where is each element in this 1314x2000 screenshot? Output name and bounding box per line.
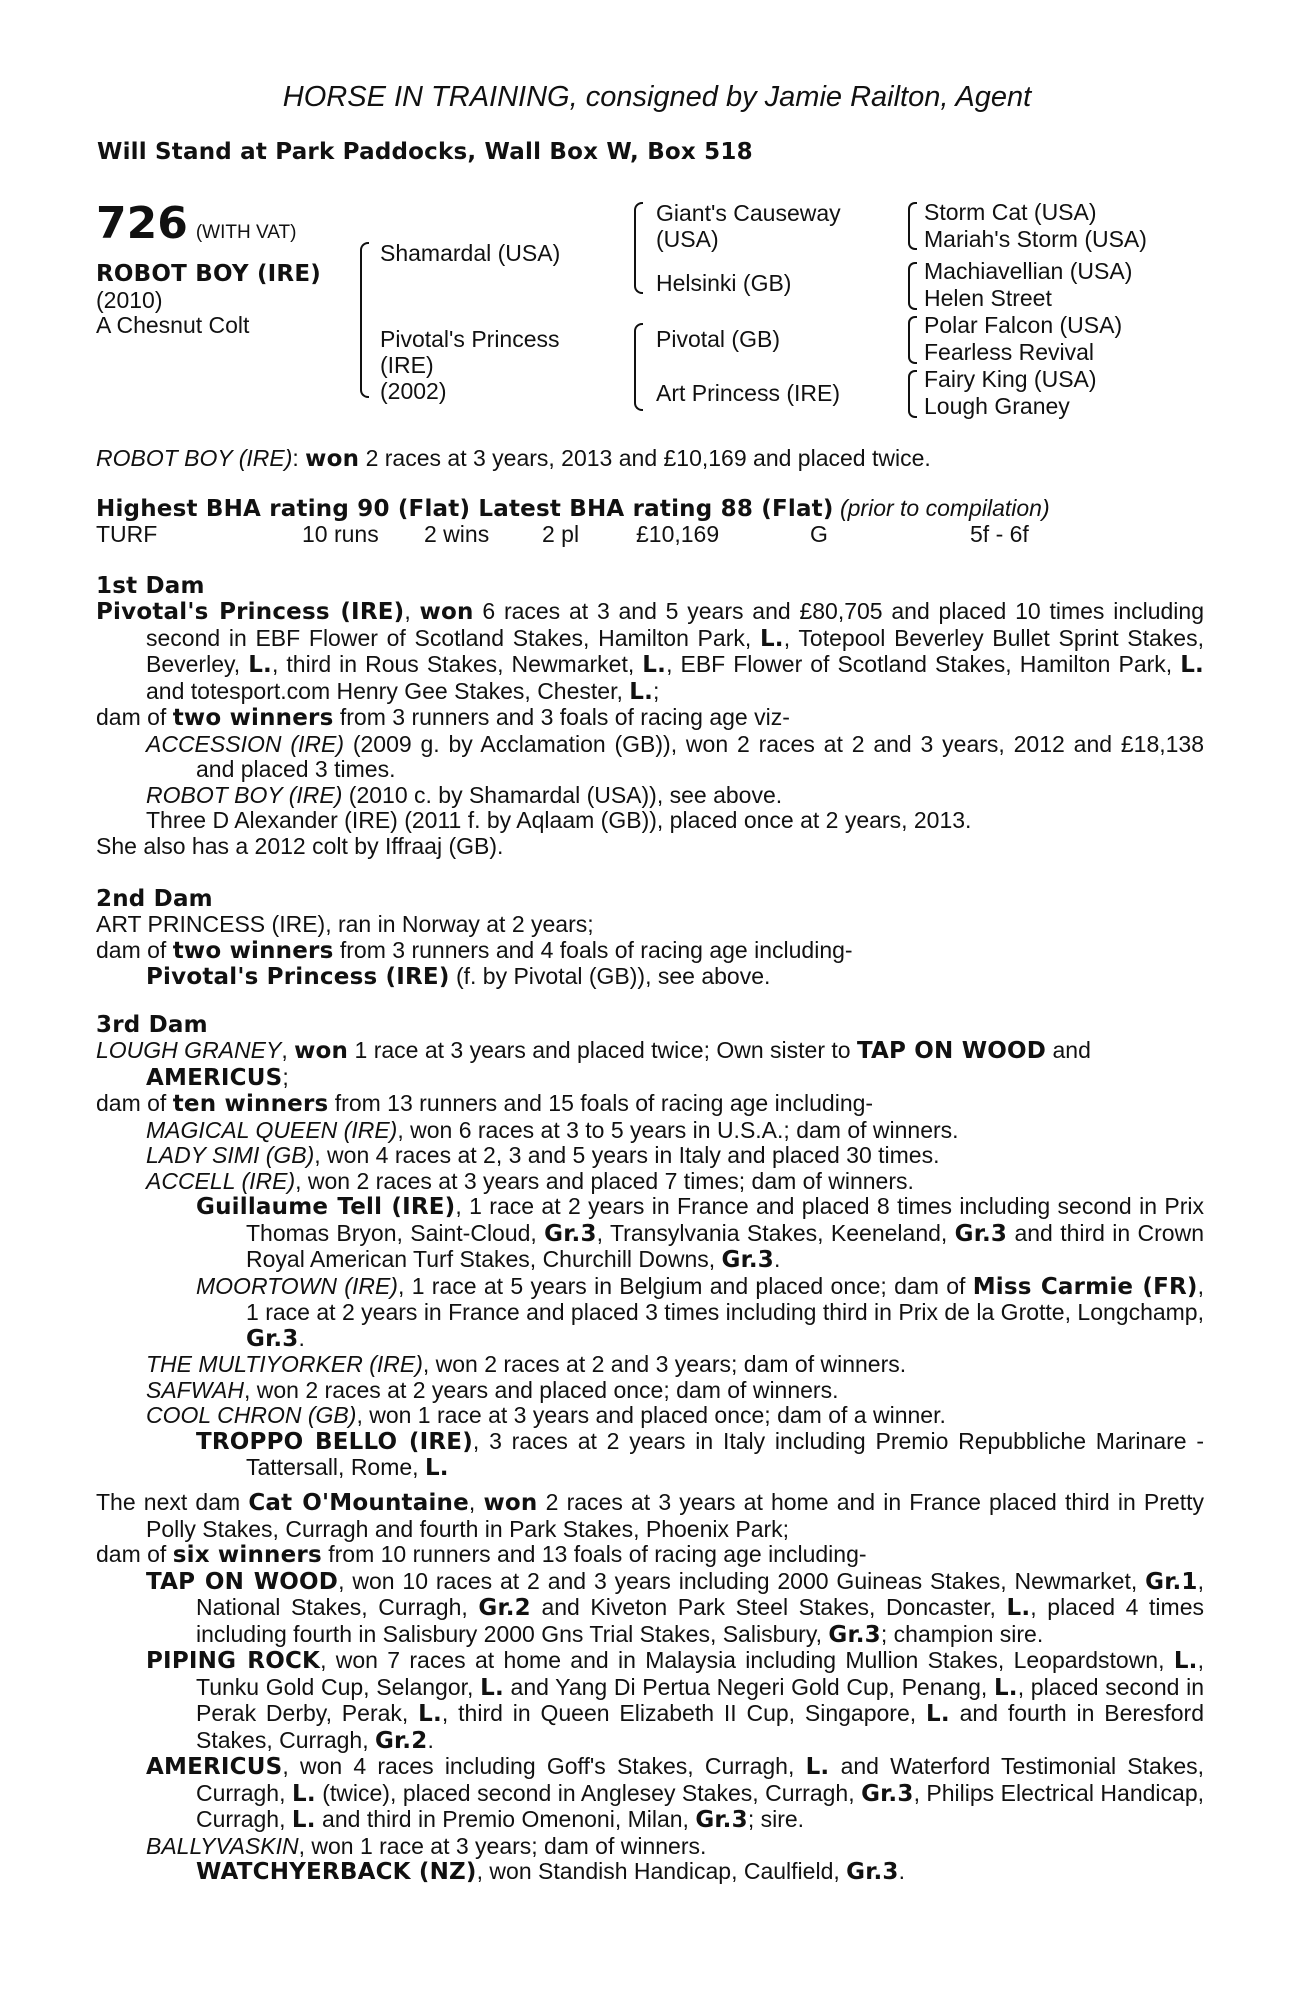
second-dam-heading: 2nd Dam — [96, 886, 213, 912]
first-dam-also: She also has a 2012 colt by Iffraaj (GB). — [96, 832, 504, 859]
record-text: , — [468, 1489, 484, 1515]
produce-name: TROPPO BELLO (IRE) — [196, 1428, 473, 1455]
pedigree-ssd: Mariah's Storm (USA) — [924, 226, 1147, 252]
produce-guillaume-tell — [96, 1194, 1204, 1274]
group-label: Gr.2 — [374, 1727, 428, 1754]
produce-watchyerback — [96, 1859, 1204, 1886]
pedigree-ss-country: (USA) — [656, 226, 719, 252]
produce-text: from 10 runners and 13 foals of racing age including- — [321, 1541, 867, 1567]
horse-name: ROBOT BOY (IRE) — [96, 261, 321, 287]
produce-text: , Philips Electrical Handicap, Curragh, — [196, 1779, 1205, 1832]
produce-text: from 13 runners and 15 foals of racing age including- — [328, 1090, 874, 1116]
first-dam-name: Pivotal's Princess (IRE) — [96, 599, 405, 625]
lot-block — [96, 200, 321, 339]
produce-name: MOORTOWN (IRE) — [196, 1272, 398, 1299]
group-label: Gr.3 — [544, 1220, 597, 1247]
produce-the-multiyorker — [96, 1352, 1204, 1378]
pedigree-brace — [908, 316, 917, 364]
pedigree-dam-year: (2002) — [380, 378, 447, 404]
listed-label: L. — [418, 1701, 442, 1727]
produce-text: (f. by Pivotal (GB)), see above. — [449, 963, 771, 989]
pedigree-dam — [380, 326, 560, 404]
lot-number: 726 — [96, 198, 188, 249]
produce-text: , won 1 race at 3 years; dam of winners. — [298, 1832, 707, 1859]
listed-label: L. — [291, 1780, 316, 1807]
produce-text: , Tunku Gold Cup, Selangor, — [196, 1647, 1204, 1700]
produce-text: , placed 4 times including fourth in Salisbury 2000 Gns Trial Stakes, Salisbury, — [196, 1594, 1204, 1647]
record-text: ; — [282, 1063, 289, 1090]
second-dam-produce-summary — [96, 938, 1204, 965]
produce-lady-simi — [96, 1143, 1204, 1169]
turf-distance: 5f - 6f — [970, 521, 1029, 547]
produce-name: SAFWAH — [146, 1376, 244, 1403]
listed-label: L. — [926, 1701, 950, 1727]
produce-name: TAP ON WOOD — [146, 1568, 339, 1595]
produce-text: , 1 race at 2 years in France and placed 8 times including second in Prix Thomas Bryon, Saint-Cloud, — [246, 1193, 1204, 1246]
foaled-year: (2010) — [96, 286, 163, 313]
produce-text: , National Stakes, Curragh, — [196, 1567, 1204, 1620]
pedigree-ss-name: Giant's Causeway — [656, 200, 841, 226]
produce-text: and Waterford Testimonial Stakes, Curragh, — [196, 1753, 1205, 1806]
record-text: , third in Rous Stakes, Newmarket, — [272, 651, 643, 677]
produce-tap-on-wood — [96, 1569, 1204, 1649]
won-label: won — [419, 599, 474, 625]
listed-label: L. — [1180, 652, 1204, 678]
produce-text: , won 4 races at 2, 3 and 5 years in Italy and placed 30 times. — [314, 1142, 940, 1168]
produce-text: and Kiveton Park Steel Stakes, Doncaster, — [530, 1594, 1007, 1620]
produce-name: COOL CHRON (GB) — [146, 1402, 357, 1428]
produce-accession — [96, 732, 1204, 783]
pedigree-brace — [908, 262, 917, 310]
produce-name: BALLYVASKIN — [146, 1832, 299, 1859]
produce-piping-rock — [96, 1648, 1204, 1754]
pedigree-sire-sire — [656, 200, 841, 252]
group-label: Gr.1 — [1145, 1568, 1198, 1595]
produce-text: , won Standish Handicap, Caulfield, — [476, 1858, 847, 1884]
listed-label: L. — [1006, 1595, 1031, 1621]
third-dam-record: LOUGH GRANEY, won 1 race at 3 years and placed twice; Own sister to TAP ON WOOD and AMERICUS; — [96, 1037, 1091, 1091]
pedigree-sss: Storm Cat (USA) — [924, 199, 1097, 225]
produce-name: ACCESSION (IRE) — [146, 730, 344, 757]
produce-text: and fourth in Beresford Stakes, Curragh, — [196, 1700, 1204, 1753]
produce-magical-queen — [96, 1118, 1204, 1144]
page-title: HORSE IN TRAINING, consigned by Jamie Railton, Agent — [282, 81, 1032, 113]
sibling-name: AMERICUS — [146, 1064, 283, 1091]
record-text: , EBF Flower of Scotland Stakes, Hamilton Park, — [666, 651, 1181, 677]
produce-text: , 1 race at 2 years in France and placed 3 times including third in Prix de la Grotte, Longchamp, — [246, 1272, 1204, 1325]
produce-text: , 1 race at 5 years in Belgium and placed once; dam of — [397, 1272, 973, 1299]
turf-runs: 10 runs — [302, 521, 379, 547]
bha-rating — [96, 496, 1204, 523]
next-dam-section — [96, 1490, 1204, 1886]
third-dam-produce-summary — [96, 1091, 1204, 1118]
pedigree-dam-country: (IRE) — [380, 352, 434, 378]
pedigree-dam-dam: Art Princess (IRE) — [656, 380, 841, 406]
next-dam-produce-summary — [96, 1542, 1204, 1569]
group-label: Gr.3 — [828, 1621, 881, 1648]
produce-text: . — [298, 1324, 305, 1351]
listed-label: L. — [291, 1807, 316, 1833]
pedigree-brace — [908, 370, 917, 418]
produce-pivotals-princess — [96, 964, 1204, 991]
record-text: ; — [653, 677, 660, 704]
winners-count: six winners — [172, 1542, 322, 1568]
group-label: Gr.3 — [846, 1859, 899, 1885]
produce-text: from 3 runners and 3 foals of racing age viz- — [333, 704, 790, 730]
produce-text: , 3 races at 2 years in Italy including Premio Repubbliche Marinare -Tattersall, Rome, — [246, 1427, 1205, 1480]
dam-of-label: dam of — [96, 704, 173, 730]
next-dam-record — [96, 1490, 1204, 1542]
pedigree-sire: Shamardal (USA) — [380, 240, 561, 266]
produce-americus — [96, 1754, 1204, 1834]
sibling-name: TAP ON WOOD — [856, 1038, 1047, 1064]
turf-placed: 2 pl — [542, 521, 580, 547]
produce-text: , won 10 races at 2 and 3 years including 2000 Guineas Stakes, Newmarket, — [338, 1567, 1146, 1594]
first-dam-section — [96, 599, 1204, 859]
produce-text: , placed second in Perak Derby, Perak, — [196, 1673, 1204, 1726]
produce-text: , Transylvania Stakes, Keeneland, — [596, 1219, 955, 1246]
pedigree-dam-name: Pivotal's Princess — [380, 326, 560, 352]
second-dam-record: ART PRINCESS (IRE), ran in Norway at 2 years; — [96, 911, 594, 937]
group-label: Gr.2 — [478, 1595, 531, 1621]
record-text: 6 races at 3 and 5 years and £80,705 and placed 10 times including second in EBF Flower of Scotland Stakes, Hamilton Park, — [146, 598, 1204, 651]
produce-name: AMERICUS — [146, 1754, 283, 1780]
pedigree-sds: Machiavellian (USA) — [924, 258, 1133, 284]
produce-name: Pivotal's Princess (IRE) — [146, 964, 450, 990]
produce-text: from 3 runners and 4 foals of racing age including- — [333, 936, 853, 963]
produce-text: (2010 c. by Shamardal (USA)), see above. — [342, 781, 783, 808]
listed-label: L. — [629, 678, 654, 705]
produce-robot-boy — [96, 783, 1204, 809]
produce-text: ; sire. — [747, 1806, 805, 1832]
record-text: and totesport.com Henry Gee Stakes, Chester, — [146, 677, 630, 704]
first-dam-record: Pivotal's Princess (IRE), won 6 races at 3 and 5 years and £80,705 and placed 10 times including second in EBF Flower of Scotland Stakes, Hamilton Park, L., Totepool Beverley Bullet Sprint Stakes, Beverley, L., third in Rous Stakes, Newmarket, L., EBF Flower of Scotland Stakes, Hamilton Park, L. and totesport.com Henry Gee Stakes, Chester, L.; — [96, 598, 1204, 705]
horse-description: A Chesnut Colt — [96, 312, 250, 338]
produce-text: (twice), placed second in Anglesey Stakes, Curragh, — [315, 1779, 862, 1806]
listed-label: L. — [480, 1674, 504, 1701]
record-text: 1 race at 3 years and placed twice; Own sister to — [348, 1037, 857, 1063]
pedigree-dsd: Fearless Revival — [924, 339, 1094, 365]
produce-ballyvaskin — [96, 1834, 1204, 1860]
pedigree-dam-sire: Pivotal (GB) — [656, 326, 780, 352]
pedigree-brace — [634, 323, 643, 411]
listed-label: L. — [993, 1674, 1018, 1701]
produce-text: and Yang Di Pertua Negeri Gold Cup, Penang, — [503, 1673, 994, 1700]
produce-text: ; champion sire. — [880, 1620, 1044, 1647]
produce-name: ACCELL (IRE) — [146, 1167, 296, 1194]
vat-note: (WITH VAT) — [195, 222, 297, 243]
produce-text: , won 1 race at 3 years and placed once; dam of a winner. — [356, 1402, 946, 1428]
pedigree-sire-dam: Helsinki (GB) — [656, 270, 792, 296]
first-dam-produce-summary — [96, 705, 1204, 732]
produce-text: and third in Crown Royal American Turf Stakes, Churchill Downs, — [246, 1219, 1204, 1272]
pedigree-sdd: Helen Street — [924, 285, 1052, 311]
produce-name: PIPING ROCK — [146, 1648, 321, 1674]
dam-of-label: dam of — [96, 1541, 173, 1567]
rating-text: Highest BHA rating 90 (Flat) Latest BHA rating 88 (Flat) — [96, 496, 834, 522]
produce-troppo-bello — [96, 1429, 1204, 1482]
third-dam-section — [96, 1038, 1204, 1482]
produce-accell — [96, 1169, 1204, 1195]
produce-name: THE MULTIYORKER (IRE) — [146, 1351, 423, 1377]
produce-three-d-alexander: Three D Alexander (IRE) (2011 f. by Aqlaam (GB)), placed once at 2 years, 2013. — [146, 807, 972, 833]
pedigree-brace — [360, 242, 369, 398]
produce-text: , won 2 races at 3 years and placed 7 times; dam of winners. — [295, 1167, 914, 1194]
group-label: Gr.3 — [954, 1220, 1008, 1247]
produce-name: MAGICAL QUEEN (IRE) — [146, 1116, 398, 1143]
group-label: Gr.3 — [695, 1807, 748, 1833]
group-label: Gr.3 — [246, 1325, 299, 1352]
dam-of-label: dam of — [96, 1090, 173, 1116]
produce-text: . — [774, 1246, 781, 1272]
race-summary: ROBOT BOY (IRE): won 2 races at 3 years, 2013 and £10,169 and placed twice. — [96, 445, 931, 472]
turf-record — [96, 522, 1204, 548]
produce-text: , third in Queen Elizabeth II Cup, Singapore, — [441, 1700, 926, 1726]
produce-text: , won 4 races including Goff's Stakes, Curragh, — [282, 1753, 806, 1779]
produce-name: WATCHYERBACK (NZ) — [196, 1859, 477, 1885]
pedigree-brace — [634, 202, 643, 294]
pedigree-dss: Polar Falcon (USA) — [924, 312, 1123, 338]
produce-name: LADY SIMI (GB) — [146, 1142, 315, 1168]
pedigree-dds: Fairy King (USA) — [924, 366, 1097, 392]
record-text: 2 races at 3 years at home and in France placed third in Pretty Polly Stakes, Curragh and fourth in Park Stakes, Phoenix Park; — [146, 1489, 1204, 1542]
produce-text: and third in Premio Omenoni, Milan, — [315, 1806, 696, 1832]
pedigree-ddd: Lough Graney — [924, 393, 1070, 419]
pedigree-brace — [908, 202, 917, 250]
third-dam-heading: 3rd Dam — [96, 1012, 208, 1038]
listed-label: L. — [759, 625, 784, 652]
rating-note: (prior to compilation) — [839, 495, 1050, 521]
listed-label: L. — [424, 1455, 449, 1481]
turf-earnings: £10,169 — [636, 521, 720, 547]
record-text: , Totepool Beverley Bullet Sprint Stakes, Beverley, — [146, 624, 1204, 677]
produce-text: , won 2 races at 2 years and placed once; dam of winners. — [243, 1376, 839, 1403]
produce-name: Guillaume Tell (IRE) — [196, 1194, 456, 1220]
third-dam-name: LOUGH GRANEY — [96, 1037, 282, 1063]
record-text: The next dam — [96, 1489, 249, 1515]
produce-moortown — [96, 1274, 1204, 1353]
produce-text: . — [898, 1858, 906, 1884]
winners-count: two winners — [172, 705, 334, 731]
produce-text: . — [427, 1726, 434, 1753]
listed-label: L. — [642, 652, 667, 678]
first-dam-heading: 1st Dam — [96, 573, 205, 599]
second-dam-section — [96, 912, 1204, 991]
produce-text: (2009 g. by Acclamation (GB)), won 2 races at 2 and 3 years, 2012 and £18,138 and placed 3 times. — [196, 730, 1204, 782]
group-label: Gr.3 — [721, 1247, 774, 1273]
listed-label: L. — [805, 1754, 830, 1780]
stand-location: Will Stand at Park Paddocks, Wall Box W, Box 518 — [97, 139, 753, 165]
record-text: and — [1046, 1037, 1091, 1063]
won-label: won — [294, 1038, 349, 1064]
produce-name: ROBOT BOY (IRE) — [146, 781, 343, 808]
group-label: Gr.3 — [861, 1780, 914, 1807]
winners-count: ten winners — [172, 1091, 329, 1117]
winners-count: two winners — [172, 937, 334, 964]
turf-going: G — [810, 521, 828, 547]
summary-text: 2 races at 3 years, 2013 and £10,169 and placed twice. — [359, 445, 931, 471]
produce-safwah — [96, 1378, 1204, 1404]
next-dam-name: Cat O'Mountaine — [248, 1490, 469, 1516]
listed-label: L. — [248, 652, 272, 678]
turf-surface: TURF — [96, 521, 158, 547]
produce-text: , won 7 races at home and in Malaysia including Mullion Stakes, Leopardstown, — [320, 1647, 1174, 1673]
won-label: won — [483, 1490, 538, 1516]
dam-of-label: dam of — [96, 936, 173, 963]
turf-wins: 2 wins — [424, 521, 490, 547]
produce-cool-chron — [96, 1403, 1204, 1429]
summary-horse-name: ROBOT BOY (IRE) — [96, 445, 293, 471]
produce-name: Miss Carmie (FR) — [972, 1273, 1198, 1300]
produce-text: , won 2 races at 2 and 3 years; dam of winners. — [422, 1351, 907, 1377]
summary-won: won — [305, 446, 360, 472]
produce-text: , won 6 races at 3 to 5 years in U.S.A.; dam of winners. — [397, 1116, 959, 1143]
listed-label: L. — [1173, 1648, 1198, 1674]
